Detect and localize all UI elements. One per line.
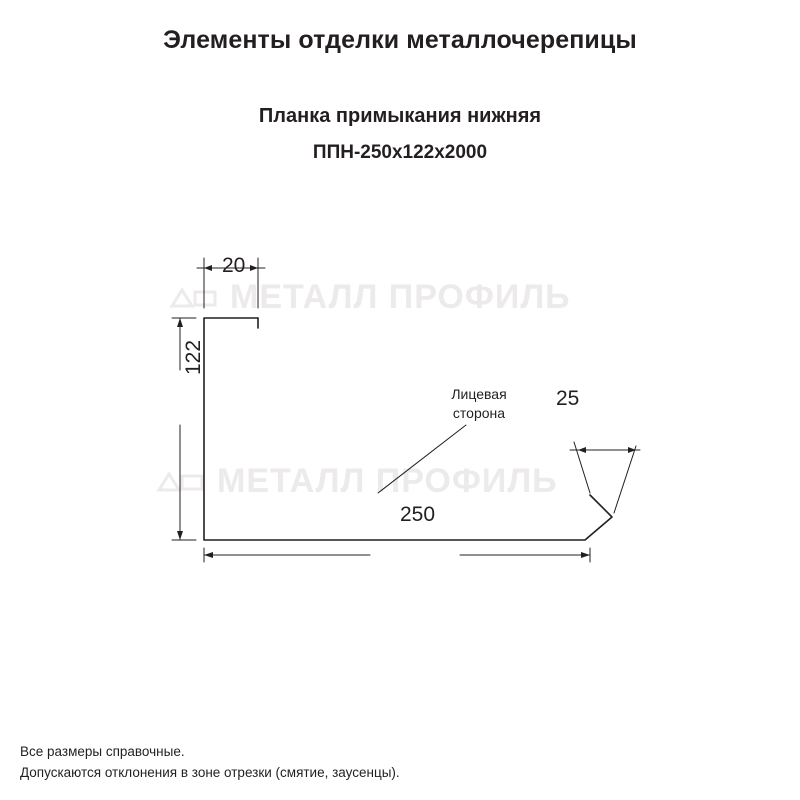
arrow-250-left: [204, 552, 213, 558]
product-subtitle: Планка примыкания нижняя: [258, 105, 542, 127]
arrow-20-left: [204, 265, 212, 271]
ext-line-25-a: [614, 446, 636, 513]
watermark-text: МЕТАЛЛ ПРОФИЛЬ: [217, 462, 558, 500]
footer-note-1: Все размеры справочные.: [20, 744, 185, 760]
arrow-122-top: [177, 318, 183, 327]
arrow-25-left: [578, 447, 586, 453]
footer-note-2: Допускаются отклонения в зоне отрезки (смятие, заусенцы).: [20, 765, 400, 781]
footer-notes: [20, 742, 400, 784]
label-face-side-line1: Лицевая: [451, 386, 507, 402]
dimension-value-122: 122: [182, 339, 205, 375]
arrow-20-right: [250, 265, 258, 271]
dimension-value-25: 25: [556, 387, 580, 410]
arrow-122-bottom: [177, 531, 183, 540]
label-face-side-line2: сторона: [452, 404, 506, 421]
arrow-25-right: [628, 447, 636, 453]
label-face-side: [424, 385, 534, 423]
dimension-value-20: 20: [222, 254, 246, 277]
product-code: ППН-250х122х2000: [312, 142, 488, 163]
leader-line-face-side: [378, 425, 466, 493]
page-title: Элементы отделки металлочерепицы: [163, 26, 637, 54]
arrow-250-right: [581, 552, 590, 558]
watermark-text: МЕТАЛЛ ПРОФИЛЬ: [230, 278, 571, 316]
technical-drawing: [0, 210, 800, 610]
dimension-value-250: 250: [400, 503, 436, 526]
profile-svg: [0, 210, 800, 610]
